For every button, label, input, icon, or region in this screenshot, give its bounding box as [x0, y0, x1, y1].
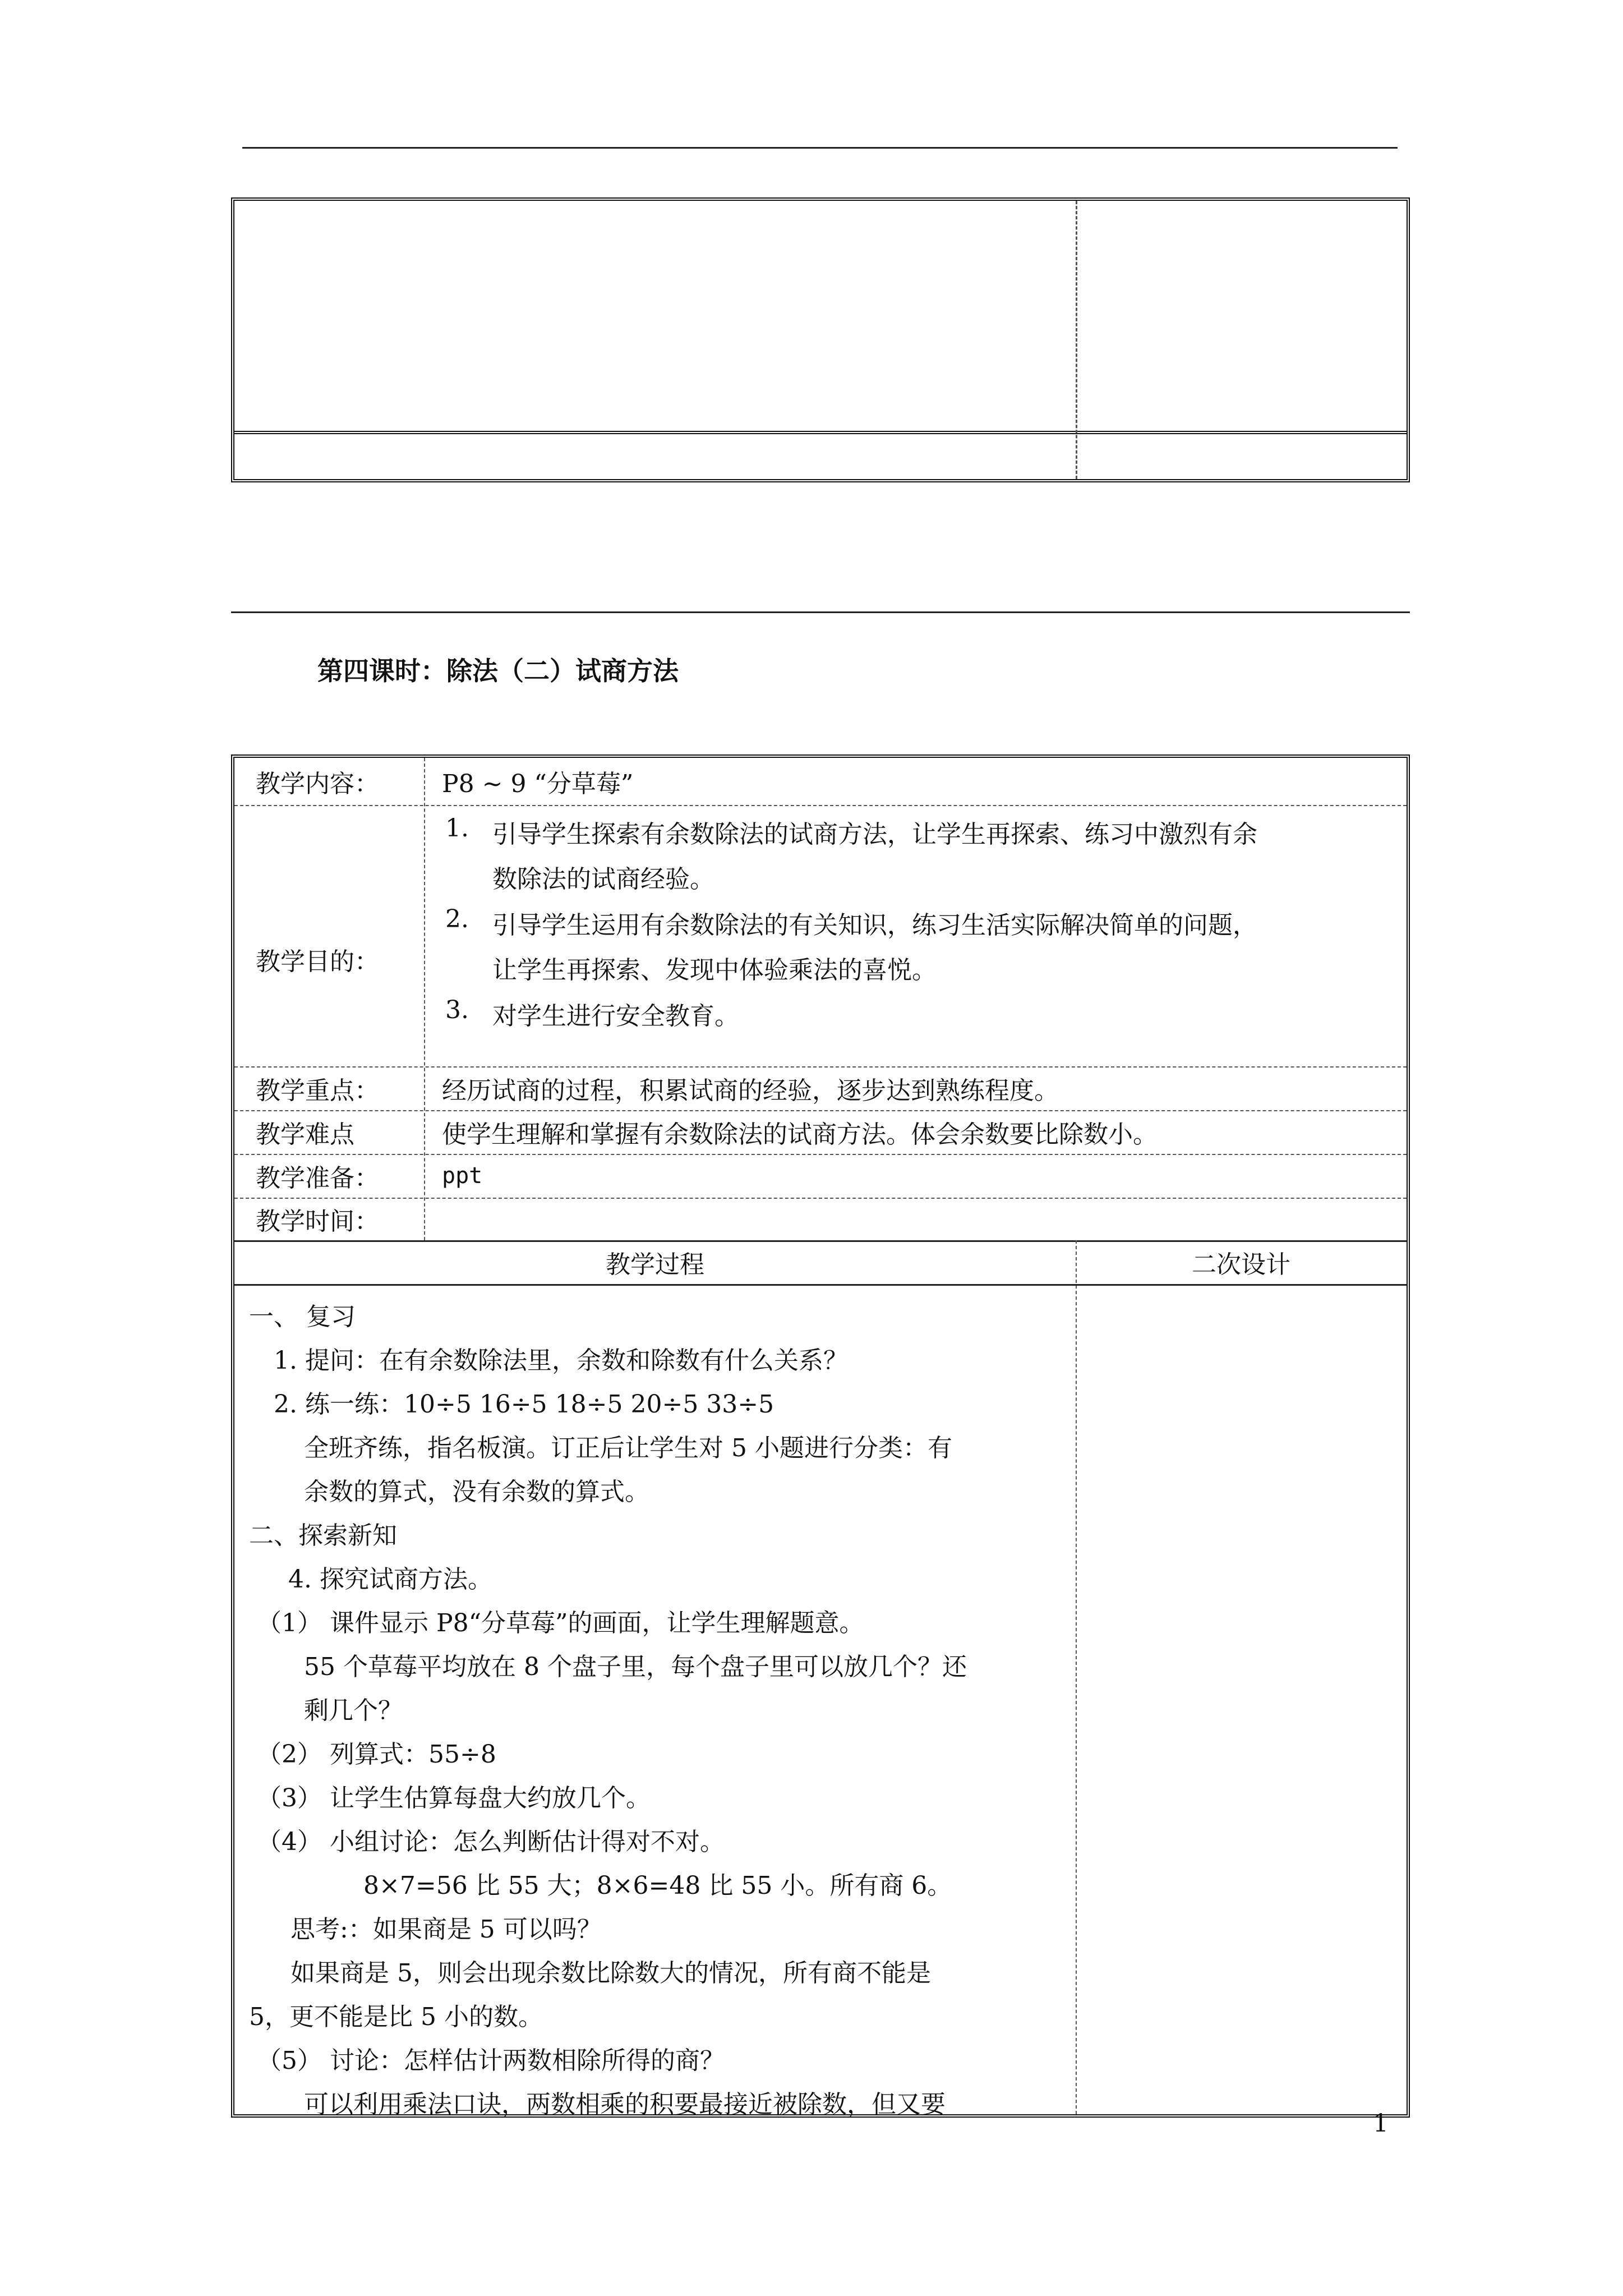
time-label: 教学时间：: [256, 1207, 379, 1236]
column-divider: [1076, 201, 1077, 479]
process-line: 4. 探究试商方法。: [288, 1565, 492, 1594]
process-line: 2. 练一练：10÷5 16÷5 18÷5 20÷5 33÷5: [274, 1390, 774, 1419]
process-line: 思考:：如果商是 5 可以吗？: [291, 1915, 602, 1944]
prep-value: ppt: [442, 1163, 483, 1189]
process-line: （1） 课件显示 P8“分草莓”的画面，让学生理解题意。: [257, 1609, 864, 1637]
goal-2-number: 2.: [445, 905, 469, 933]
process-line: 1. 提问：在有余数除法里，余数和除数有什么关系？: [274, 1346, 848, 1375]
process-header: 教学过程: [606, 1250, 704, 1279]
content-label: 教学内容：: [256, 770, 379, 798]
focus-label: 教学重点：: [256, 1076, 379, 1105]
difficulty-label: 教学难点: [256, 1120, 354, 1149]
goal-3-number: 3.: [445, 996, 469, 1024]
process-line: （4） 小组讨论：怎么判断估计得对不对。: [257, 1828, 725, 1856]
difficulty-value: 使学生理解和掌握有余数除法的试商方法。体会余数要比除数小。: [442, 1120, 1158, 1149]
goal-1-number: 1.: [445, 814, 469, 843]
focus-value: 经历试商的过程，积累试商的经验，逐步达到熟练程度。: [442, 1076, 1059, 1105]
goal-2-line-2: 让学生再探索、发现中体验乘法的喜悦。: [492, 956, 937, 984]
process-line: （5） 讨论：怎样估计两数相除所得的商？: [257, 2046, 725, 2075]
process-line: 一、 复习: [249, 1303, 356, 1331]
process-line: 55 个草莓平均放在 8 个盘子里，每个盘子里可以放几个？还: [304, 1653, 967, 1681]
prep-label: 教学准备：: [256, 1164, 379, 1193]
lesson-plan-table: [231, 754, 1410, 2118]
process-line: 5，更不能是比 5 小的数。: [249, 2003, 543, 2031]
continuation-row: [234, 201, 1407, 434]
lesson-title: 第四课时：除法（二）试商方法: [317, 656, 679, 686]
header-rule: [242, 147, 1398, 149]
goal-1-line-2: 数除法的试商经验。: [492, 865, 714, 894]
process-line: （3） 让学生估算每盘大约放几个。: [257, 1784, 651, 1812]
process-design-divider: [1076, 1240, 1077, 2114]
process-line: 全班齐练，指名板演。订正后让学生对 5 小题进行分类：有: [304, 1434, 952, 1462]
process-line: 可以利用乘法口诀，两数相乘的积要最接近被除数，但又要: [304, 2090, 946, 2119]
design-header: 二次设计: [1192, 1250, 1290, 1279]
goal-3-line-1: 对学生进行安全教育。: [492, 1002, 739, 1030]
process-line: 8×7=56 比 55 大；8×6=48 比 55 小。所有商 6。: [363, 1871, 952, 1900]
goals-label: 教学目的：: [256, 947, 379, 976]
goal-2-line-1: 引导学生运用有余数除法的有关知识，练习生活实际解决简单的问题，: [492, 911, 1257, 940]
goal-1-line-1: 引导学生探索有余数除法的试商方法，让学生再探索、练习中激烈有余: [492, 820, 1257, 849]
continuation-table: [231, 197, 1410, 482]
page-number: 1: [1373, 2109, 1389, 2138]
process-line: 二、探索新知: [249, 1521, 397, 1550]
content-value: P8 ~ 9 “分草莓”: [442, 770, 634, 798]
time-value: [424, 1198, 1407, 1240]
section-rule: [231, 611, 1410, 613]
process-line: 余数的算式，没有余数的算式。: [304, 1478, 649, 1506]
process-line: 剩几个？: [304, 1696, 403, 1725]
process-line: （2） 列算式：55÷8: [257, 1740, 496, 1769]
process-line: 如果商是 5，则会出现余数比除数大的情况，所有商不能是: [291, 1959, 931, 1987]
row-divider: [234, 1284, 1407, 1286]
